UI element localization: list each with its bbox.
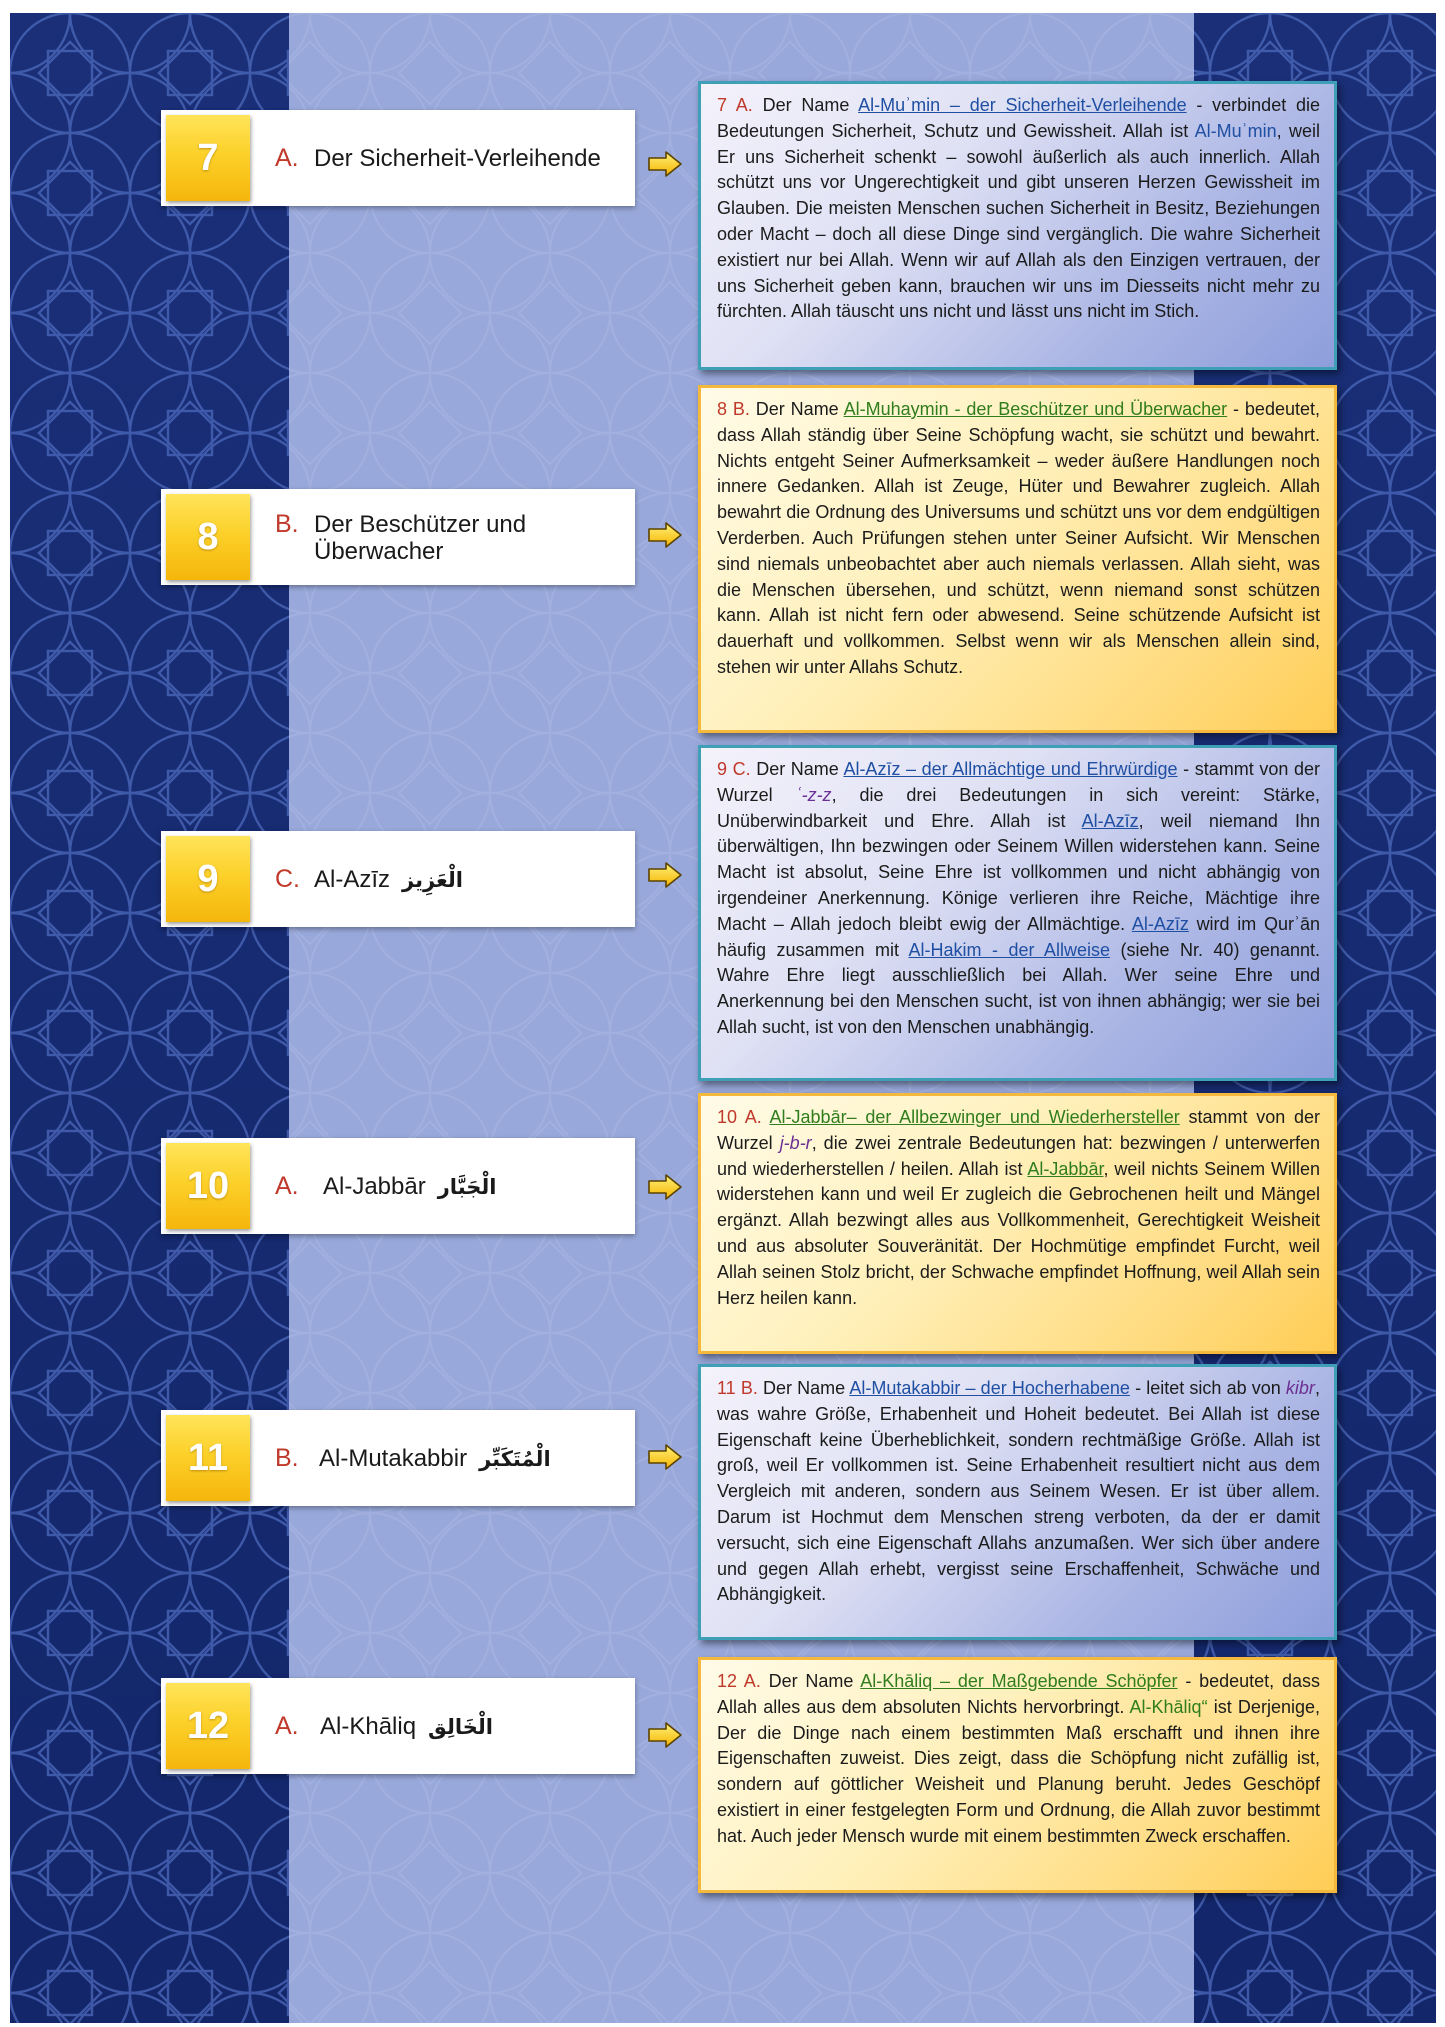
description-text: , die zwei zentrale Bedeutungen hat: bezwingen / unterwerfen und wiederherstellen / heilen. Allah ist — [717, 1132, 1320, 1179]
name-title: Al-Mutakabbir — [319, 1444, 468, 1472]
root-letters: j-b-r — [779, 1132, 812, 1153]
description-box-12 — [698, 1657, 1337, 1893]
number-badge: 11 — [166, 1415, 250, 1501]
name-label — [275, 489, 629, 585]
description-text: (siehe Nr. 40) genannt. Wahre Ehre liegt ausschließlich bei Allah. Wer seine Ehre und Anerkennung bei den Menschen sucht, ist von ihnen abhängig; wer sie bei Allah sucht, ist von den Menschen unabhängig. — [717, 939, 1320, 1037]
name-title: Der Sicherheit-Verleihende — [314, 144, 601, 172]
arrow-right-icon — [647, 1173, 683, 1201]
number-badge: 9 — [166, 836, 250, 922]
root-word: kibr — [1285, 1378, 1315, 1398]
description-text: , weil nichts Seinem Willen widerstehen kann und weil Er zugleich die Gebrochenen heilt und Mängel ergänzt. Allah bezwingt alles aus Vollkommenheit, Gerechtigkeit Weisheit und aus absoluter Souveränität. Der Hochmütige empfindet Furcht, weil Allah seinen Stolz bricht, der Schwache empfindet Hoffnung, weil Allah sein Herz heilen kann. — [717, 1158, 1320, 1308]
name-title: Al-Khāliq — [320, 1712, 417, 1740]
arrow-right-icon — [647, 1721, 683, 1749]
name-panel-10 — [161, 1138, 635, 1234]
arrow-right-icon — [647, 521, 683, 549]
section-letter: C. — [275, 864, 300, 893]
arabic-name: الْعَزِيز — [402, 867, 463, 892]
root-letters: ʿ-z-z — [795, 784, 832, 805]
description-text: wird im Qurʾān häufig zusammen mit — [717, 913, 1320, 960]
name-link[interactable]: Al-Jabbār — [1027, 1158, 1104, 1179]
entry-label: 8 B. — [717, 399, 750, 419]
name-highlight: Al-Muʾmin — [1194, 120, 1277, 141]
entry-label: 11 B. — [717, 1378, 758, 1398]
description-text: Der Name — [763, 1378, 846, 1398]
arrow-right-icon — [647, 861, 683, 889]
name-label — [275, 110, 629, 206]
number-badge: 8 — [166, 494, 250, 580]
name-panel-8 — [161, 489, 635, 585]
cross-reference-link[interactable]: Al-Hakim - der Allweise — [908, 939, 1110, 960]
name-link[interactable]: Al-Mutakabbir – der Hocherhabene — [849, 1378, 1130, 1398]
name-panel-9 — [161, 831, 635, 927]
description-text: - verbindet die Bedeutungen Sicherheit, Schutz und Gewissheit. Allah ist — [717, 95, 1320, 141]
number-badge: 7 — [166, 115, 250, 201]
name-label — [275, 831, 629, 927]
section-letter: B. — [275, 509, 299, 538]
name-title: Der Beschützer und Überwacher — [314, 510, 527, 565]
name-title: Al-Jabbār — [323, 1172, 426, 1200]
entry-label: 10 A. — [717, 1107, 762, 1127]
name-link[interactable]: Al-Jabbār– der Allbezwinger und Wiederhersteller — [769, 1107, 1180, 1127]
description-text: , was wahre Größe, Erhabenheit und Hoheit bedeutet. Bei Allah ist diese Eigenschaft keine Überheblichkeit, sondern rechtmäßige Größe. Allah ist groß, weil Er vollkommen ist. Seine Erhabenheit resultiert nicht aus dem Vergleich mit anderen, sondern aus Seinem Wesen. Er ist über allem. Darum ist Hochmut dem Menschen streng verboten, da der er damit versucht, sich eine Eigenschaft Allahs anzumaßen. Wer sich über andere und gegen Allah erhebt, vergisst seine Erschaffenheit, Schwäche und Abhängigkeit. — [717, 1378, 1320, 1605]
number-badge: 12 — [166, 1683, 250, 1769]
description-box-7 — [698, 81, 1337, 370]
description-text: Der Name — [762, 95, 850, 115]
description-text: ist Derjenige, Der die Dinge nach einem bestimmten Maß erschafft und ihnen ihre Eigenschaften zuweist. Dies zeigt, dass die Schöpfung nicht zufällig ist, sondern auf göttlicher Weisheit und Planung beruht. Jedes Geschöpf existiert in einer festgelegten Form und Ordnung, die Allah zuvor bestimmt hat. Auch jeder Mensch wurde mit einem bestimmten Zweck erschaffen. — [717, 1696, 1320, 1846]
description-box-9 — [698, 745, 1337, 1081]
description-box-11 — [698, 1364, 1337, 1640]
description-text: , die drei Bedeutungen in sich vereint: Stärke, Unüberwindbarkeit und Ehre. Allah ist — [717, 784, 1320, 831]
section-letter: B. — [275, 1443, 299, 1472]
name-link[interactable]: Al-Muhaymin - der Beschützer und Überwacher — [843, 399, 1228, 419]
name-label — [275, 1678, 629, 1774]
entry-label: 7 A. — [717, 95, 753, 115]
name-panel-12 — [161, 1678, 635, 1774]
entry-label: 12 A. — [717, 1671, 761, 1691]
description-box-10 — [698, 1093, 1337, 1354]
description-box-8 — [698, 385, 1337, 733]
section-letter: A. — [275, 1171, 299, 1200]
name-link[interactable]: Al-Azīz — [1081, 810, 1139, 831]
name-link[interactable]: Al-Azīz — [1131, 913, 1189, 934]
description-text: , weil niemand Ihn überwältigen, Ihn bezwingen oder Seinem Willen widerstehen kann. Seine Macht ist absolut, Seine Ehre ist vollkommen und nicht abhängig von irgendeiner Anerkennung. Könige verlieren ihre Reiche, Mächtige ihre Macht – Allah jedoch bleibt ewig der Allmächtige. — [717, 810, 1320, 934]
name-label — [275, 1138, 629, 1234]
section-letter: A. — [275, 1711, 299, 1740]
description-text: Der Name — [756, 759, 839, 779]
name-panel-11 — [161, 1410, 635, 1506]
name-link[interactable]: Al-Khāliq – der Maßgebende Schöpfer — [860, 1671, 1178, 1691]
arrow-right-icon — [647, 150, 683, 178]
description-text: , weil Er uns Sicherheit schenkt – sowohl äußerlich als auch innerlich. Allah schützt uns vor Ungerechtigkeit und gibt unseren Herzen Gewissheit im Glauben. Die meisten Menschen suchen Sicherheit in Besitz, Beziehungen oder Macht – doch all diese Dinge sind vergänglich. Die wahre Sicherheit existiert nur bei Allah. Wenn wir auf Allah als den Einzigen vertrauen, der uns Sicherheit geben kann, brauchen wir uns im Diesseits nicht mehr zu fürchten. Allah täuscht uns nicht und lässt uns nicht im Stich. — [717, 120, 1320, 322]
name-label — [275, 1410, 629, 1506]
description-text: - bedeutet, dass Allah ständig über Seine Schöpfung wacht, sie schützt und bewahrt. Nichts entgeht Seiner Aufmerksamkeit – weder äußere Handlungen noch innere Gedanken. Allah ist Zeuge, Hüter und Bewahrer zugleich. Allah bewahrt die Ordnung des Universums und schützt uns vor dem endgültigen Verderben. Auch Prüfungen stehen unter Seiner Aufsicht. Wir Menschen sind niemals unbeobachtet aber auch niemals verlassen. Allah sieht, was die Menschen übersehen, und schützt, wenn niemand sonst schützen kann. Allah ist nicht fern oder abwesend. Seine schützende Aufsicht ist dauerhaft und vollkommen. Selbst wenn wir als Menschen allein sind, stehen wir unter Allahs Schutz. — [717, 399, 1320, 677]
arabic-name: الْمُتَكَبِّر — [479, 1446, 551, 1471]
name-link[interactable]: Al-Azīz – der Allmächtige und Ehrwürdige — [843, 759, 1178, 779]
name-highlight: Al-Khāliq“ — [1129, 1696, 1208, 1717]
description-text: stammt von der Wurzel — [717, 1107, 1320, 1153]
description-text: - bedeutet, dass Allah alles aus dem absoluten Nichts hervorbringt. — [717, 1671, 1320, 1717]
name-title: Al-Azīz — [314, 865, 391, 893]
description-text: Der Name — [768, 1671, 854, 1691]
arabic-name: الْجَبَّار — [437, 1174, 497, 1199]
description-text: - leitet sich ab von — [1135, 1378, 1281, 1398]
name-panel-7 — [161, 110, 635, 206]
arabic-name: الْخَالِق — [428, 1714, 493, 1739]
arrow-right-icon — [647, 1443, 683, 1471]
number-badge: 10 — [166, 1143, 250, 1229]
description-text: - stammt von der Wurzel — [717, 759, 1320, 805]
entry-label: 9 C. — [717, 759, 751, 779]
name-link[interactable]: Al-Muʾmin – der Sicherheit-Verleihende — [858, 95, 1187, 115]
section-letter: A. — [275, 143, 299, 172]
description-text: Der Name — [755, 399, 839, 419]
